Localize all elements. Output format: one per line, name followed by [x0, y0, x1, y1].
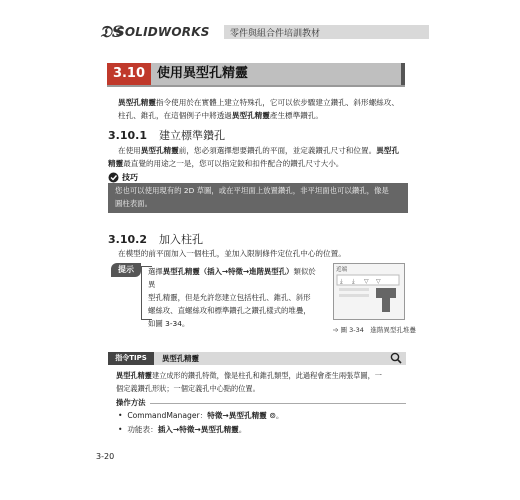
svg-text:▽: ▽ [376, 278, 381, 285]
header-subtitle: 零件與組合件培訓教材 [230, 29, 321, 39]
page-number: 3-20 [96, 452, 115, 461]
brand-name: SOLIDWORKS [116, 25, 210, 39]
figure-caption: ➩ 圖 3-34 進階異型孔堆疊 [333, 326, 416, 334]
command-tips-title: 異型孔精靈 [162, 354, 199, 363]
intro-paragraph: 異型孔精靈指令使用於在實體上建立特殊孔，它可以依步驟建立鑽孔、斜形螺絲攻、 柱孔、錐孔，在這個例子中將透過異型孔精靈產生標準鑽孔。 [118, 98, 399, 120]
hint-text: 選擇異型孔精靈（插入→特徵→進階異型孔）類似於異 型孔精靈，但是允許您建立包括柱孔、錐孔、斜形 螺絲攻、直螺絲攻和標準鑽孔之鑽孔樣式的堆疊， 如圖 3-34。 [148, 267, 316, 328]
ops-divider [150, 403, 406, 404]
command-tips-body: 異型孔精靈建立成形的鑽孔特徵，像是柱孔和錐孔類型，此過程會產生兩張草圖，一 個定義鑽孔形狀；一個定義孔中心點的位置。 [116, 371, 382, 393]
ops-item-1: • CommandManager：特徵→異型孔精靈 ⊚。 [118, 411, 284, 420]
ops-item-2: • 功能表：插入→特徵→異型孔精靈。 [118, 425, 247, 434]
ops-label: 操作方法 [116, 398, 146, 407]
svg-text:⤓: ⤓ [340, 278, 343, 285]
subsection-2-paragraph: 在模型的前平面加入一個柱孔，並加入限制條件定位孔中心的位置。 [118, 249, 346, 258]
hole-wizard-icon: ⊚ [269, 411, 276, 420]
figure-arrow-icon: ➩ [333, 326, 339, 334]
dialog-title: 近端 [336, 267, 348, 273]
section-title: 使用異型孔精靈 [157, 66, 249, 81]
command-tips-tag: 指令TIPS [108, 352, 154, 365]
subsection-heading-1: 3.10.1 建立標準鑽孔 [108, 129, 225, 142]
svg-text:▽: ▽ [364, 278, 369, 285]
section-number: 3.10 [107, 63, 151, 85]
ds-logo-icon: 𝔇S [100, 22, 124, 41]
tip-text: 您也可以使用現有的 2D 草圖，或在平坦面上放置鑽孔，非平坦面也可以鑽孔，像是 圓柱表面。 [115, 186, 389, 208]
hint-tag: 提示 [111, 263, 141, 277]
tip-icon [108, 172, 119, 183]
tip-label: 技巧 [122, 173, 138, 182]
hole-stack-preview-icon [336, 274, 400, 314]
svg-text:⤓: ⤓ [352, 278, 355, 285]
section-underline [107, 85, 405, 87]
search-icon [390, 352, 402, 364]
subsection-1-paragraph: 在使用異型孔精靈前，您必須選擇想要鑽孔的平面，並定義鑽孔尺寸和位置。異型孔 精靈最直覺的用途之一是，您可以指定鉸和扣件配合的鑽孔尺寸大小。 [108, 146, 399, 168]
subsection-heading-2: 3.10.2 加入柱孔 [108, 233, 203, 246]
